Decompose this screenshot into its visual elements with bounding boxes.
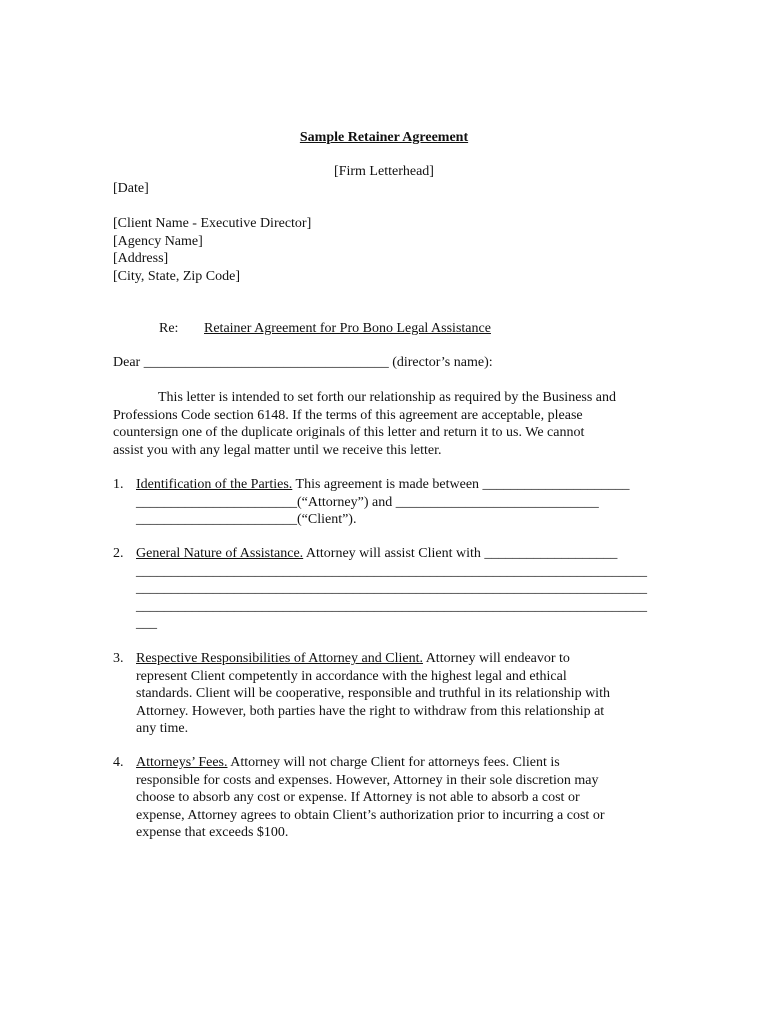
intro-line: Professions Code section 6148. If the terms of this agreement are acceptable, please xyxy=(113,407,583,423)
clause-text: expense, Attorney agrees to obtain Client’s authorization prior to incurring a cost or xyxy=(136,807,605,823)
address-line: [Client Name - Executive Director] xyxy=(113,216,312,231)
clause-text: standards. Client will be cooperative, responsible and truthful in its relationship with xyxy=(136,686,610,701)
clause-number: 4. xyxy=(113,755,124,770)
clause-number: 3. xyxy=(113,651,124,666)
clause-heading: Attorneys’ Fees. xyxy=(136,755,228,770)
clause-text: Attorney will not charge Client for attorneys fees. Client is xyxy=(227,755,560,770)
intro-line: countersign one of the duplicate originals of this letter and return it to us. We cannot xyxy=(113,425,585,440)
clause-text: responsible for costs and expenses. However, Attorney in their sole discretion may xyxy=(136,772,599,788)
address-line: [Address] xyxy=(113,251,169,266)
intro-paragraph xyxy=(113,389,616,459)
clause-text: Attorney. However, both parties have the right to withdraw from this relationship at xyxy=(136,703,605,719)
clause-text: This agreement is made between _____________________ xyxy=(292,477,630,492)
address-line: [Agency Name] xyxy=(113,233,203,249)
clause-heading: General Nature of Assistance. xyxy=(136,546,304,561)
firm-letterhead: [Firm Letterhead] xyxy=(334,164,434,179)
document-title: Sample Retainer Agreement xyxy=(299,130,469,145)
clause-text: ___ xyxy=(136,616,157,631)
clause-text: Attorney will assist Client with ___________________ xyxy=(303,546,618,561)
clause-text: expense that exceeds $100. xyxy=(136,825,289,840)
clause-text: _________________________________________________________________________ xyxy=(136,598,647,614)
salutation: Dear ___________________________________ (director’s name): xyxy=(113,355,493,370)
address-line: [City, State, Zip Code] xyxy=(113,268,241,284)
clause-text: _________________________________________________________________________ xyxy=(136,581,647,596)
clause-number: 2. xyxy=(113,546,124,561)
re-label: Re: xyxy=(159,321,179,336)
clause-text: any time. xyxy=(136,721,189,736)
intro-line: This letter is intended to set forth our relationship as required by the Business and xyxy=(158,390,617,405)
clause-heading: Identification of the Parties. xyxy=(136,477,293,492)
clause-text: represent Client competently in accordance with the highest legal and ethical xyxy=(136,668,567,684)
clause-text: choose to absorb any cost or expense. If Attorney is not able to absorb a cost or xyxy=(136,790,580,805)
clause-text: _______________________(“Attorney”) and _____________________________ xyxy=(136,494,599,510)
clause-heading: Respective Responsibilities of Attorney and Client. xyxy=(136,651,423,666)
clause-text: _________________________________________________________________________ xyxy=(136,563,647,579)
clause-text: _______________________(“Client”). xyxy=(136,512,357,527)
re-subject: Retainer Agreement for Pro Bono Legal Assistance xyxy=(204,321,491,336)
address-block xyxy=(113,215,311,285)
clause-number: 1. xyxy=(113,477,124,492)
clause-text: Attorney will endeavor to xyxy=(422,651,570,666)
date-placeholder: [Date] xyxy=(113,181,149,196)
intro-line: assist you with any legal matter until we receive this letter. xyxy=(113,442,442,458)
